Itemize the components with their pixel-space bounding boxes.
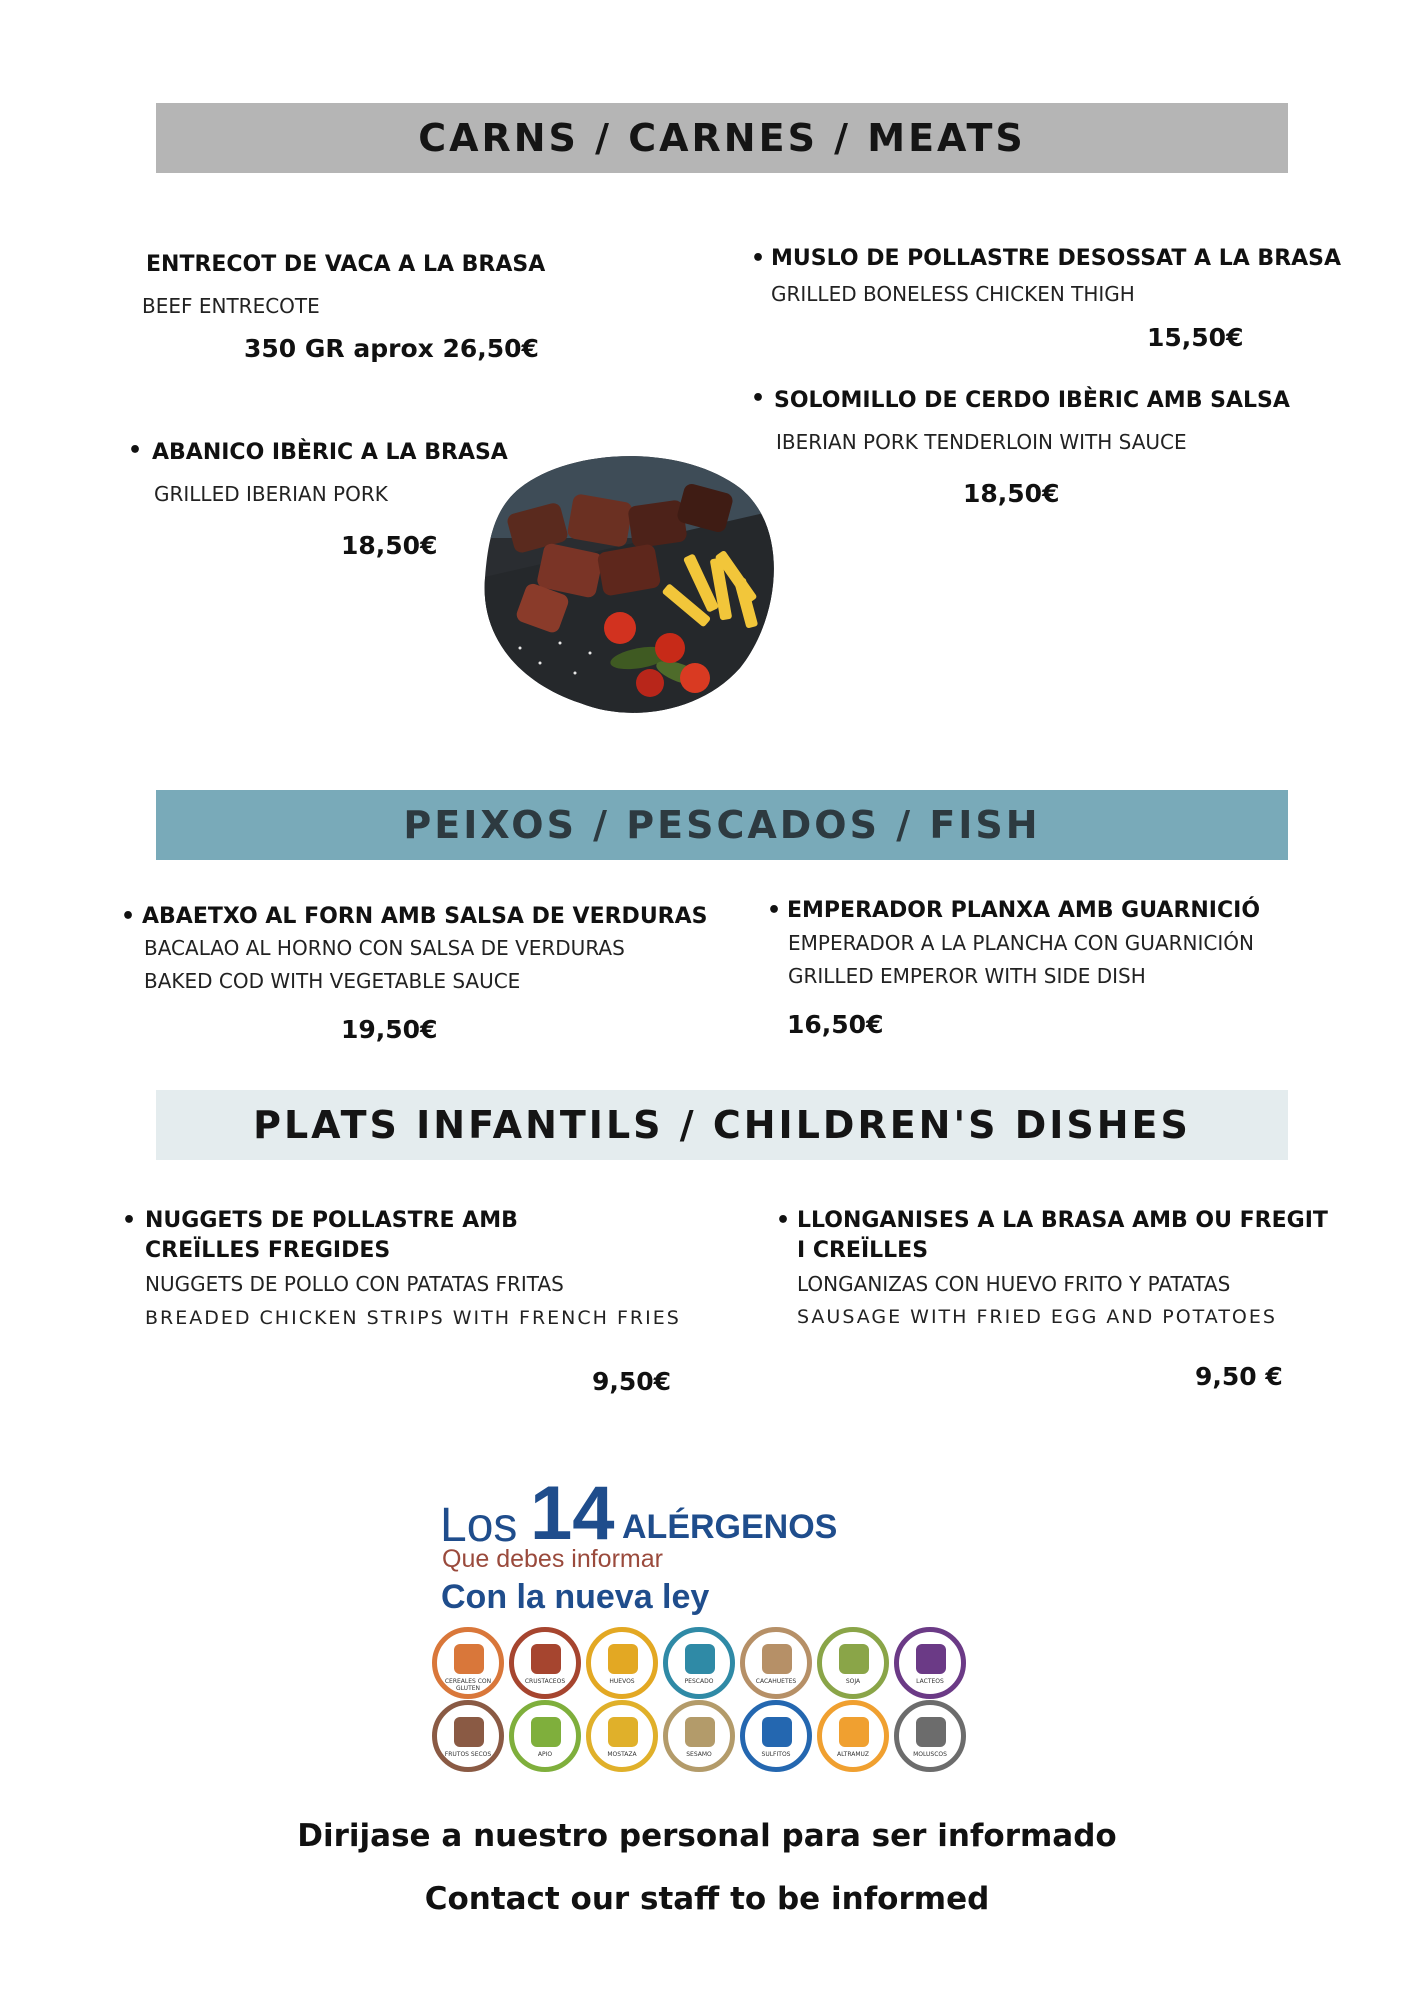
item-english: BEEF ENTRECOTE	[142, 294, 320, 318]
item-name: SOLOMILLO DE CERDO IBÈRIC AMB SALSA	[774, 388, 1290, 413]
item-spanish: BACALAO AL HORNO CON SALSA DE VERDURAS	[144, 936, 625, 960]
footer-spanish: Dirijase a nuestro personal para ser informado	[297, 1818, 1117, 1854]
allergen-symbol-icon	[685, 1644, 715, 1674]
allergen-symbol-icon	[531, 1717, 561, 1747]
allergen-symbol-icon	[531, 1644, 561, 1674]
footer-english: Contact our staff to be informed	[424, 1881, 990, 1917]
allergen-symbol-icon	[454, 1717, 484, 1747]
allergen-symbol-icon	[608, 1717, 638, 1747]
allergen-label: CRUSTACEOS	[524, 1678, 566, 1685]
allergen-icon	[817, 1627, 889, 1699]
allergen-icon	[740, 1700, 812, 1772]
bullet-icon: •	[128, 438, 143, 463]
allergen-symbol-icon	[839, 1717, 869, 1747]
item-name: ABAETXO AL FORN AMB SALSA DE VERDURAS	[142, 904, 708, 929]
allergen-icon	[509, 1700, 581, 1772]
allergen-label: CACAHUETES	[755, 1678, 797, 1685]
item-price: 350 GR aprox 26,50€	[244, 334, 539, 363]
allergen-icon	[586, 1700, 658, 1772]
allergen-icon	[740, 1627, 812, 1699]
allergen-icon	[432, 1700, 504, 1772]
allergen-label: CEREALES CON GLUTEN	[444, 1678, 492, 1692]
item-english: SAUSAGE WITH FRIED EGG AND POTATOES	[797, 1306, 1277, 1328]
item-name: NUGGETS DE POLLASTRE AMB	[145, 1208, 518, 1233]
item-name: EMPERADOR PLANXA AMB GUARNICIÓ	[787, 898, 1261, 923]
allergens-subtitle: Que debes informar	[442, 1545, 663, 1573]
item-price: 19,50€	[341, 1015, 438, 1044]
item-price: 15,50€	[1147, 323, 1244, 352]
allergen-symbol-icon	[762, 1644, 792, 1674]
allergen-icon	[663, 1700, 735, 1772]
item-price: 9,50 €	[1195, 1362, 1283, 1391]
section-header-kids: PLATS INFANTILS / CHILDREN'S DISHES	[156, 1090, 1288, 1160]
allergen-label: SOJA	[845, 1678, 861, 1685]
allergen-label: HUEVOS	[609, 1678, 635, 1685]
item-price: 9,50€	[592, 1367, 672, 1396]
allergen-symbol-icon	[454, 1644, 484, 1674]
item-name: LLONGANISES A LA BRASA AMB OU FREGIT	[797, 1208, 1328, 1233]
item-name-cont: CREÏLLES FREGIDES	[145, 1238, 391, 1263]
allergen-label: FRUTOS SECOS	[444, 1751, 492, 1758]
item-price: 18,50€	[963, 479, 1060, 508]
item-english: GRILLED BONELESS CHICKEN THIGH	[771, 282, 1135, 306]
section-header-fish: PEIXOS / PESCADOS / FISH	[156, 790, 1288, 860]
bullet-icon: •	[767, 898, 782, 923]
item-english: BAKED COD WITH VEGETABLE SAUCE	[144, 969, 521, 993]
allergens-law: Con la nueva ley	[441, 1578, 710, 1616]
allergen-label: LACTEOS	[916, 1678, 944, 1685]
allergens-title: ALÉRGENOS	[622, 1508, 838, 1546]
item-name: ABANICO IBÈRIC A LA BRASA	[152, 440, 508, 465]
item-price: 16,50€	[787, 1010, 884, 1039]
allergen-symbol-icon	[685, 1717, 715, 1747]
allergen-icon	[894, 1700, 966, 1772]
item-english: BREADED CHICKEN STRIPS WITH FRENCH FRIES	[145, 1307, 681, 1329]
bullet-icon: •	[122, 1208, 137, 1233]
item-english: IBERIAN PORK TENDERLOIN WITH SAUCE	[776, 430, 1187, 454]
allergen-label: SULFITOS	[761, 1751, 791, 1758]
item-price: 18,50€	[341, 531, 438, 560]
bullet-icon: •	[776, 1208, 791, 1233]
bullet-icon: •	[121, 904, 136, 929]
allergen-label: PESCADO	[684, 1678, 714, 1685]
item-name: ENTRECOT DE VACA A LA BRASA	[146, 252, 546, 277]
allergen-label: APIO	[537, 1751, 553, 1758]
allergen-icon	[817, 1700, 889, 1772]
allergen-icon	[509, 1627, 581, 1699]
item-spanish: EMPERADOR A LA PLANCHA CON GUARNICIÓN	[788, 931, 1254, 955]
allergen-icon	[586, 1627, 658, 1699]
item-english: GRILLED IBERIAN PORK	[154, 482, 388, 506]
allergen-symbol-icon	[916, 1717, 946, 1747]
grilled-meat-photo	[480, 448, 786, 718]
allergen-label: MOLUSCOS	[913, 1751, 947, 1758]
allergens-number: 14	[530, 1471, 615, 1556]
item-name-cont: I CREÏLLES	[797, 1238, 929, 1263]
bullet-icon: •	[751, 386, 766, 411]
item-spanish: NUGGETS DE POLLO CON PATATAS FRITAS	[145, 1272, 564, 1296]
allergen-icon	[663, 1627, 735, 1699]
bullet-icon: •	[751, 246, 766, 271]
allergen-label: ALTRAMUZ	[837, 1751, 869, 1758]
allergen-label: MOSTAZA	[607, 1751, 637, 1758]
allergen-label: SESAMO	[686, 1751, 712, 1758]
allergen-symbol-icon	[916, 1644, 946, 1674]
item-name: MUSLO DE POLLASTRE DESOSSAT A LA BRASA	[771, 246, 1342, 271]
allergen-symbol-icon	[839, 1644, 869, 1674]
section-header-meats: CARNS / CARNES / MEATS	[156, 103, 1288, 173]
item-english: GRILLED EMPEROR WITH SIDE DISH	[788, 964, 1146, 988]
allergen-icon	[432, 1627, 504, 1699]
allergen-icon	[894, 1627, 966, 1699]
allergen-symbol-icon	[762, 1717, 792, 1747]
allergens-los: Los	[440, 1499, 518, 1552]
item-spanish: LONGANIZAS CON HUEVO FRITO Y PATATAS	[797, 1272, 1231, 1296]
allergen-symbol-icon	[608, 1644, 638, 1674]
